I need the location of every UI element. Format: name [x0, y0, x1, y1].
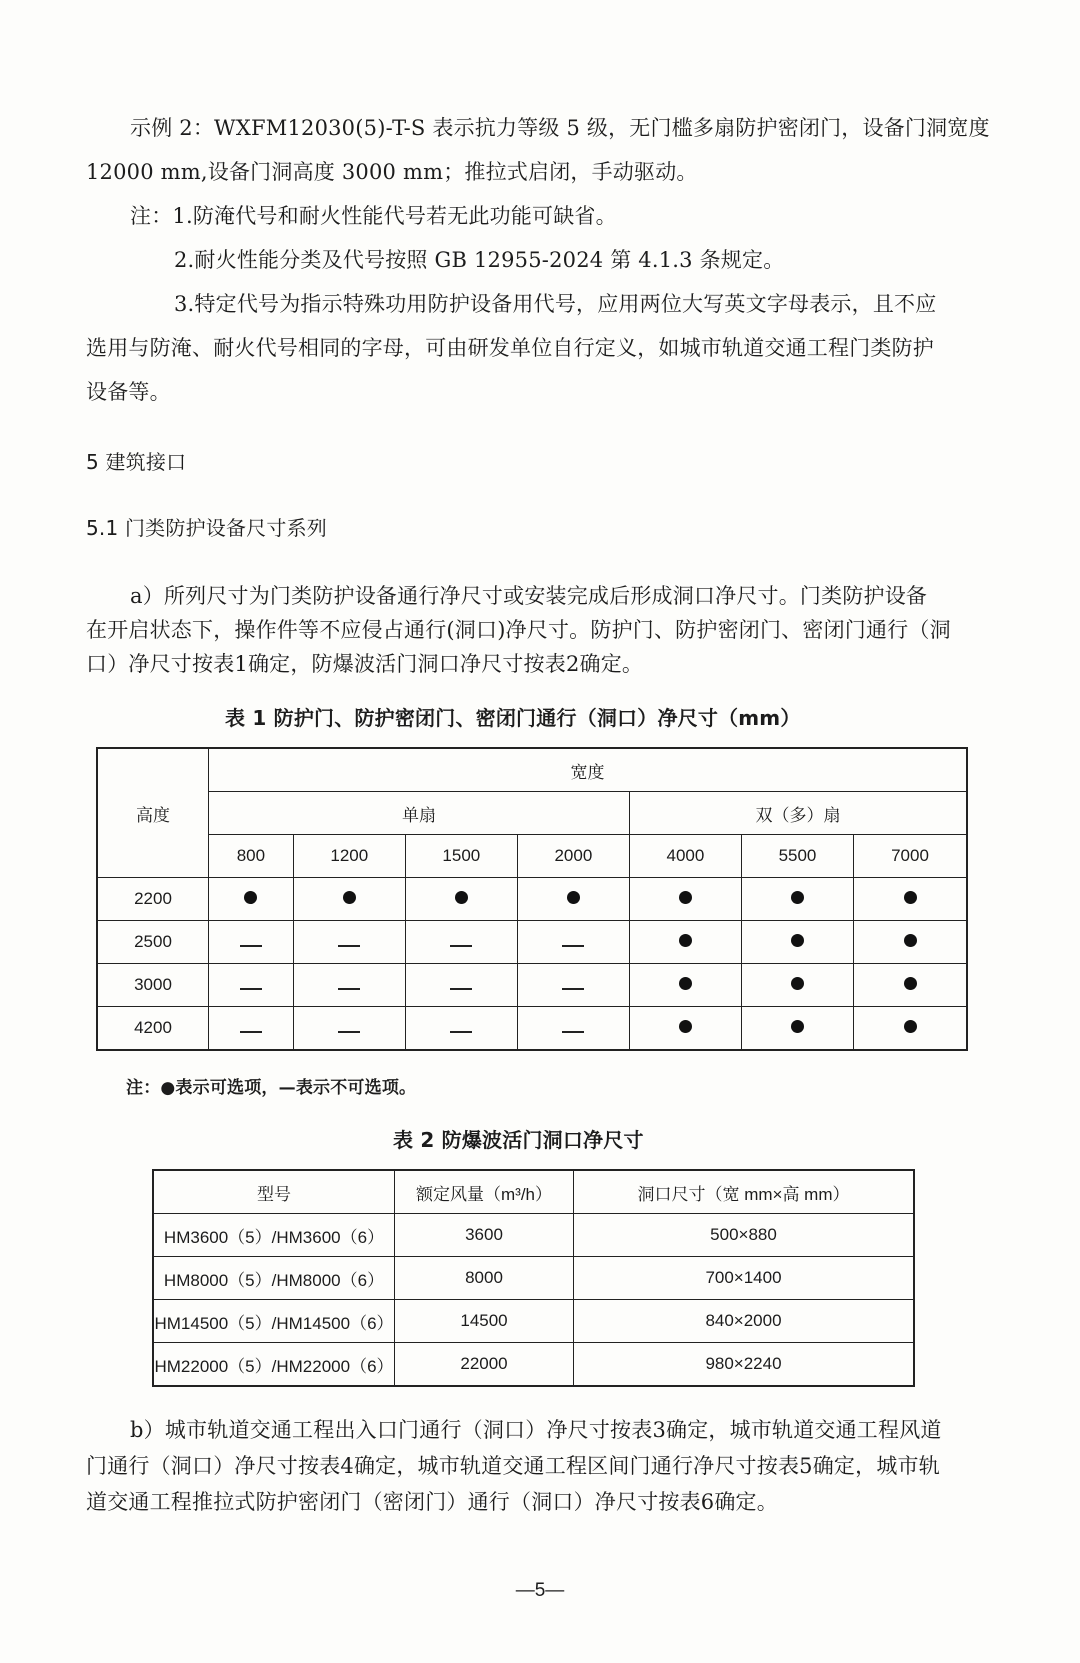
table-1-cell — [741, 1007, 853, 1051]
table-1-cell — [293, 878, 405, 921]
not-optional-dash-icon — [240, 945, 262, 947]
para-b-line-3: 道交通工程推拉式防护密闭门（密闭门）通行（洞口）净尺寸按表6确定。 — [86, 1490, 778, 1514]
table-1-width-col: 1500 — [405, 835, 517, 878]
table-2-row — [153, 1214, 914, 1257]
table-1-cell — [854, 964, 968, 1007]
para-b-line-1: b）城市轨道交通工程出入口门通行（洞口）净尺寸按表3确定，城市轨道交通工程风道 — [130, 1418, 942, 1442]
note-line-2: 2.耐火性能分类及代号按照 GB 12955-2024 第 4.1.3 条规定。 — [174, 248, 785, 272]
optional-dot-icon — [679, 1020, 692, 1033]
optional-dot-icon — [791, 977, 804, 990]
table-1-cell — [741, 878, 853, 921]
table-1-cell — [854, 878, 968, 921]
table-2-cell: 8000 — [395, 1257, 574, 1300]
table-1-double-leaf-header: 双（多）扇 — [629, 792, 967, 835]
table-1-row — [97, 921, 967, 964]
table-2-row — [153, 1257, 914, 1300]
table-2-cell: 840×2000 — [574, 1300, 915, 1343]
table-1-cell — [293, 1007, 405, 1051]
not-optional-dash-icon — [450, 1031, 472, 1033]
table-1-row — [97, 878, 967, 921]
table-1-cell — [293, 964, 405, 1007]
table-2-cell: 700×1400 — [574, 1257, 915, 1300]
section-5-1-heading: 5.1 门类防护设备尺寸系列 — [86, 516, 327, 540]
optional-dot-icon — [791, 934, 804, 947]
not-optional-dash-icon — [240, 1031, 262, 1033]
table-2-row — [153, 1300, 914, 1343]
table-2-header-cell: 洞口尺寸（宽 mm×高 mm） — [574, 1170, 915, 1214]
table-1-cell — [629, 921, 741, 964]
table-1-height-header: 高度 — [97, 748, 209, 878]
table-1-width-col: 5500 — [741, 835, 853, 878]
optional-dot-icon — [791, 1020, 804, 1033]
table-1-single-leaf-header: 单扇 — [209, 792, 630, 835]
optional-dot-icon — [455, 891, 468, 904]
table-1-cell — [629, 1007, 741, 1051]
note-line-3: 3.特定代号为指示特殊功用防护设备用代号，应用两位大写英文字母表示，且不应 — [174, 292, 937, 316]
example-2-line-1: 示例 2：WXFM12030(5)-T-S 表示抗力等级 5 级，无门槛多扇防护密闭门，设备门洞宽度 — [130, 116, 990, 140]
para-b-line-2: 门通行（洞口）净尺寸按表4确定，城市轨道交通工程区间门通行净尺寸按表5确定，城市轨 — [86, 1454, 940, 1478]
not-optional-dash-icon — [240, 988, 262, 990]
table-1-cell — [854, 921, 968, 964]
table-1-note: 注：●表示可选项，—表示不可选项。 — [126, 1078, 417, 1098]
optional-dot-icon — [679, 934, 692, 947]
optional-dot-icon — [904, 934, 917, 947]
table-1-caption: 表 1 防护门、防护密闭门、密闭门通行（洞口）净尺寸（mm） — [225, 706, 801, 730]
table-1-cell — [629, 964, 741, 1007]
note-line-4: 选用与防淹、耐火代号相同的字母，可由研发单位自行定义，如城市轨道交通工程门类防护 — [86, 336, 934, 360]
table-1-cell — [517, 921, 629, 964]
optional-dot-icon — [904, 1020, 917, 1033]
table-1-cell — [209, 921, 294, 964]
not-optional-dash-icon — [562, 945, 584, 947]
table-1-cell — [209, 878, 294, 921]
table-2-cell: HM3600（5）/HM3600（6） — [153, 1214, 395, 1257]
optional-dot-icon — [904, 891, 917, 904]
table-1-row-height: 4200 — [97, 1007, 209, 1051]
optional-dot-icon — [791, 891, 804, 904]
table-1-cell — [517, 1007, 629, 1051]
optional-dot-icon — [904, 977, 917, 990]
para-a-line-2: 在开启状态下，操作件等不应侵占通行(洞口)净尺寸。防护门、防护密闭门、密闭门通行（洞 — [86, 618, 951, 642]
section-5-heading: 5 建筑接口 — [86, 450, 187, 474]
table-1-cell — [405, 1007, 517, 1051]
table-1-cell — [293, 921, 405, 964]
table-1-row — [97, 964, 967, 1007]
table-1-width-col: 4000 — [629, 835, 741, 878]
example-2-line-2: 12000 mm,设备门洞高度 3000 mm；推拉式启闭，手动驱动。 — [86, 160, 698, 184]
table-1-width-col: 7000 — [854, 835, 968, 878]
table-1-cell — [209, 964, 294, 1007]
table-2-cell: HM22000（5）/HM22000（6） — [153, 1343, 395, 1387]
table-1-width-header: 宽度 — [209, 748, 968, 792]
table-2-cell: 3600 — [395, 1214, 574, 1257]
not-optional-dash-icon — [450, 945, 472, 947]
table-2-cell: 500×880 — [574, 1214, 915, 1257]
optional-dot-icon — [679, 891, 692, 904]
table-1-cell — [741, 921, 853, 964]
note-line-5: 设备等。 — [86, 380, 171, 404]
table-1-row-height: 3000 — [97, 964, 209, 1007]
note-line-1: 注：1.防淹代号和耐火性能代号若无此功能可缺省。 — [130, 204, 617, 228]
table-2-cell: HM8000（5）/HM8000（6） — [153, 1257, 395, 1300]
optional-dot-icon — [567, 891, 580, 904]
table-1 — [96, 747, 968, 1051]
not-optional-dash-icon — [338, 988, 360, 990]
table-2-header-cell: 额定风量（m³/h） — [395, 1170, 574, 1214]
table-1-width-col: 2000 — [517, 835, 629, 878]
not-optional-dash-icon — [338, 1031, 360, 1033]
table-1-cell — [854, 1007, 968, 1051]
table-2-header-cell: 型号 — [153, 1170, 395, 1214]
table-2-cell: 980×2240 — [574, 1343, 915, 1387]
table-2-cell: HM14500（5）/HM14500（6） — [153, 1300, 395, 1343]
not-optional-dash-icon — [562, 1031, 584, 1033]
not-optional-dash-icon — [562, 988, 584, 990]
not-optional-dash-icon — [450, 988, 472, 990]
para-a-line-1: a）所列尺寸为门类防护设备通行净尺寸或安装完成后形成洞口净尺寸。门类防护设备 — [130, 584, 928, 608]
table-2 — [152, 1169, 915, 1387]
optional-dot-icon — [244, 891, 257, 904]
table-1-cell — [209, 1007, 294, 1051]
table-1-cell — [517, 964, 629, 1007]
table-1-cell — [741, 964, 853, 1007]
optional-dot-icon — [343, 891, 356, 904]
para-a-line-3: 口）净尺寸按表1确定，防爆波活门洞口净尺寸按表2确定。 — [86, 652, 644, 676]
table-1-cell — [405, 878, 517, 921]
table-1-cell — [405, 964, 517, 1007]
table-1-row-height: 2200 — [97, 878, 209, 921]
table-1-cell — [405, 921, 517, 964]
table-2-row — [153, 1343, 914, 1387]
table-1-width-col: 800 — [209, 835, 294, 878]
table-1-cell — [517, 878, 629, 921]
page-number: —5— — [515, 1580, 565, 1601]
table-1-width-col: 1200 — [293, 835, 405, 878]
table-1-row — [97, 1007, 967, 1051]
optional-dot-icon — [679, 977, 692, 990]
table-2-cell: 14500 — [395, 1300, 574, 1343]
table-1-row-height: 2500 — [97, 921, 209, 964]
not-optional-dash-icon — [338, 945, 360, 947]
table-2-caption: 表 2 防爆波活门洞口净尺寸 — [393, 1128, 644, 1152]
table-1-cell — [629, 878, 741, 921]
table-2-cell: 22000 — [395, 1343, 574, 1387]
